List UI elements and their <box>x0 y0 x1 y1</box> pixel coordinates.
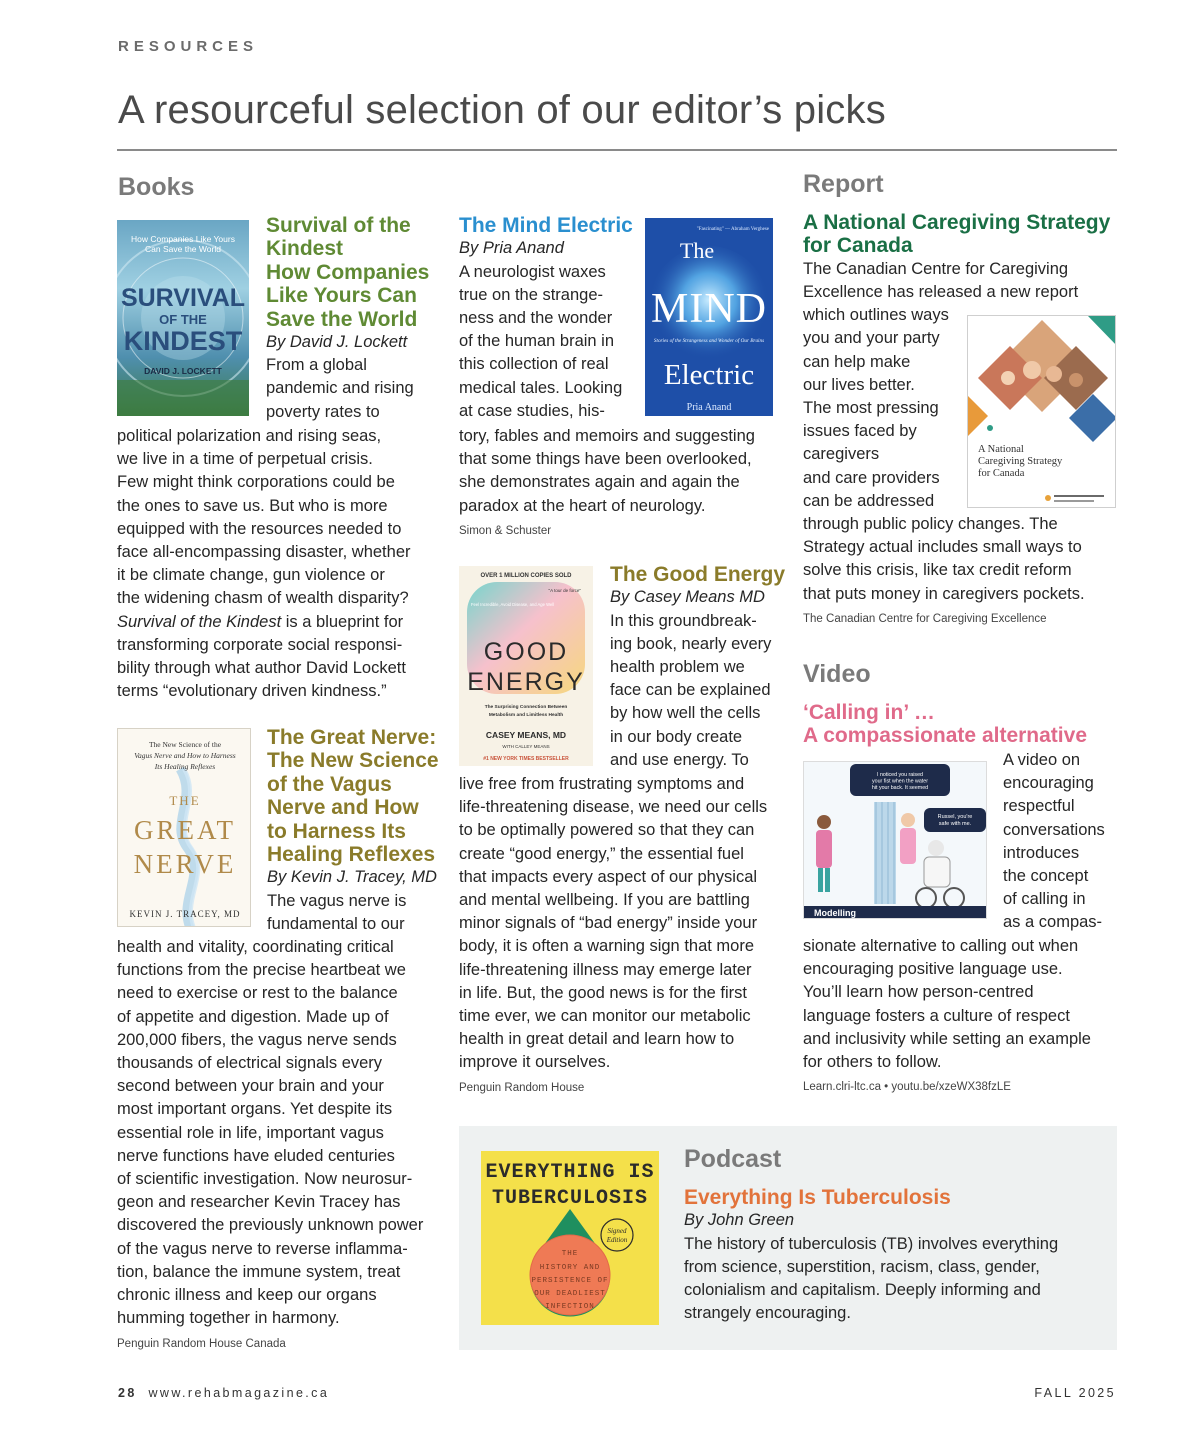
report-wrap-line: caregivers <box>803 445 880 464</box>
tb-cover-line-2: TUBERCULOSIS <box>491 1187 649 1210</box>
video-wrap-line: encouraging <box>1003 774 1094 793</box>
survival-wrap-line: pandemic and rising <box>266 379 414 398</box>
survival-body-line: face all-encompassing disaster, whether <box>117 543 411 562</box>
caregiving-cover-title-1: A National <box>978 444 1024 455</box>
good-energy-body <box>459 773 784 1094</box>
podcast-title: Everything Is Tuberculosis <box>684 1186 951 1209</box>
mind-electric-body-line: that some things have been overlooked, <box>459 450 752 469</box>
survival-author: By David J. Lockett <box>266 333 408 352</box>
mind-cover-tagline: Stories of the Strangeness and Wonder of Our Brains <box>653 338 765 344</box>
mind-electric-cover-art <box>645 218 773 416</box>
mind-cover-mind: MIND <box>651 286 767 332</box>
great-nerve-cover <box>117 728 251 927</box>
great-nerve-body-line: of appetite and digestion. Made up of <box>117 1007 389 1026</box>
great-nerve-publisher: Penguin Random House Canada <box>117 1338 286 1351</box>
mind-electric-wrap-line: of the human brain in <box>459 332 615 351</box>
caregiving-cover-art <box>968 316 1116 508</box>
great-nerve-title-line: The Great Nerve: <box>267 726 437 749</box>
video-body-line: You’ll learn how person-centred <box>803 983 1034 1002</box>
great-nerve-body <box>117 936 447 1350</box>
good-energy-body-line: live free from frustrating symptoms and <box>459 775 745 793</box>
video-wrap-line: of calling in <box>1003 890 1086 909</box>
mind-electric-body-line: tory, fables and memoirs and suggesting <box>459 427 755 445</box>
video-section-title: Video <box>803 660 871 688</box>
video-thumbnail[interactable] <box>803 761 987 919</box>
good-energy-body-line: body, it is often a warning sign that more <box>459 937 755 956</box>
good-energy-body-line: that impacts every aspect of our physical <box>459 867 758 886</box>
report-section-title: Report <box>803 170 884 198</box>
tb-cover-sub-5: INFECTION <box>545 1303 595 1311</box>
great-nerve-great: GREAT <box>134 815 236 845</box>
good-energy-left-blurb: Feel Incredible, Avoid Disease, and Age Well <box>471 602 555 607</box>
page-number: 28 <box>118 1386 137 1400</box>
good-energy-body-line: life-threatening disease, we need our cells <box>459 798 768 817</box>
great-nerve-body-line: chronic illness and keep our organs <box>117 1286 377 1305</box>
good-energy-energy: ENERGY <box>467 668 585 696</box>
good-energy-publisher: Penguin Random House <box>459 1081 585 1094</box>
great-nerve-body-line: 200,000 fibers, the vagus nerve sends <box>117 1030 397 1049</box>
video-wrap-line: introduces <box>1003 843 1080 862</box>
report-wrap-line: can help make <box>803 352 911 371</box>
great-nerve-cover-author: KEVIN J. TRACEY, MD <box>129 909 241 919</box>
footer-left <box>118 1386 329 1400</box>
good-energy-sub-1: The Surprising Connection Between <box>484 705 568 710</box>
mind-cover-the: The <box>679 238 715 263</box>
good-energy-wrap-line: health problem we <box>610 658 745 677</box>
good-energy-cover-author: CASEY MEANS, MD <box>485 730 567 740</box>
good-energy-cover-art <box>459 566 593 766</box>
great-nerve-author: By Kevin J. Tracey, MD <box>267 868 437 887</box>
survival-body-line: the ones to save us. But who is more <box>117 496 388 515</box>
video-bubble-2: Russel, you're safe with me. <box>937 814 973 827</box>
tb-cover-sub-4: OUR DEADLIEST <box>534 1290 606 1298</box>
survival-title-line: Like Yours Can <box>266 284 417 308</box>
mind-electric-body <box>459 425 779 537</box>
survival-wrap-line: From a global <box>266 356 367 375</box>
caregiving-strategy-cover <box>967 315 1116 508</box>
video-body-line: language fosters a culture of respect <box>803 1006 1070 1025</box>
mind-electric-body-line: she demonstrates again and again the <box>459 473 740 492</box>
video-body-line: encouraging positive language use. <box>803 960 1063 979</box>
caregiving-cover-title-2: Caregiving Strategy <box>978 456 1063 467</box>
report-title-line: A National Caregiving Strategy <box>803 211 1111 234</box>
good-energy-wrap-line: face can be explained <box>610 681 771 700</box>
survival-body <box>117 425 447 703</box>
mind-electric-wrap-line: A neurologist waxes <box>459 262 606 281</box>
survival-italic-rest: is a blueprint for <box>281 612 404 631</box>
great-nerve-wrap-line: fundamental to our <box>267 914 405 933</box>
podcast-body-line: from science, superstition, racism, class, gender, <box>684 1257 1040 1276</box>
tb-cover-line-1: EVERYTHING IS <box>485 1161 655 1184</box>
page-headline: A resourceful selection of our editor’s picks <box>118 88 886 132</box>
mind-electric-wrap-line: this collection of real <box>459 355 609 374</box>
great-nerve-nerve: NERVE <box>133 849 237 879</box>
footer-website[interactable]: www.rehabmagazine.ca <box>148 1386 330 1400</box>
great-nerve-title-block <box>267 726 447 936</box>
report-wrap-line: can be addressed <box>803 491 935 510</box>
survival-body-line: Few might think corporations could be <box>117 473 395 492</box>
good-energy-bottom: #1 NEW YORK TIMES BESTSELLER <box>483 756 569 762</box>
good-energy-body-line: create “good energy,” the essential fuel <box>459 844 744 863</box>
report-wrap-line: The most pressing <box>803 399 939 418</box>
great-nerve-body-line: second between your brain and your <box>117 1077 384 1096</box>
great-nerve-body-line: health and vitality, coordinating critical <box>117 938 394 956</box>
good-energy-body-line: in life. But, the good news is for the first <box>459 983 747 1002</box>
survival-cover-title-2: OF THE <box>159 312 207 327</box>
podcast-section-title: Podcast <box>684 1145 782 1173</box>
section-kicker: RESOURCES <box>118 38 259 55</box>
report-body-line: that puts money in caregivers pockets. <box>803 584 1085 603</box>
survival-cover-art <box>117 220 249 416</box>
podcast-author: By John Green <box>684 1211 795 1230</box>
great-nerve-body-line: essential role in life, important vagus <box>117 1123 384 1142</box>
great-nerve-wrap-line: The vagus nerve is <box>267 891 407 910</box>
report-wrap-line: which outlines ways <box>803 306 949 325</box>
video-wrap-line: the concept <box>1003 867 1089 886</box>
good-energy-wrap-line: by how well the cells <box>610 704 761 723</box>
video-wrap-line: as a compas- <box>1003 913 1103 932</box>
podcast-body-line: The history of tuberculosis (TB) involves everything <box>684 1234 1059 1253</box>
survival-wrap-line: poverty rates to <box>266 402 380 421</box>
great-nerve-body-line: humming together in harmony. <box>117 1309 340 1328</box>
good-energy-body-line: minor signals of “bad energy” inside your <box>459 914 758 933</box>
great-nerve-title-line: The New Science <box>267 749 439 773</box>
good-energy-wrap-line: ing book, nearly every <box>610 634 772 653</box>
good-energy-body-line: and mental wellbeing. If you are battling <box>459 891 750 910</box>
great-nerve-the: THE <box>169 793 201 808</box>
mind-electric-wrap-line: at case studies, his- <box>459 401 605 420</box>
footer-issue: FALL 2025 <box>1034 1386 1116 1400</box>
mind-electric-wrap-line: ness and the wonder <box>459 309 613 328</box>
survival-cover-author: DAVID J. LOCKETT <box>144 366 222 376</box>
tuberculosis-cover-art <box>481 1151 659 1325</box>
video-bubble-1: I noticed you raised your fist when the water hit your back. It seemed <box>871 772 929 791</box>
great-nerve-sub-3: Its Healing Reflexes <box>154 762 216 771</box>
survival-cover-title-1: SURVIVAL <box>120 284 246 312</box>
video-body <box>803 935 1123 1093</box>
report-full-line: Excellence has released a new report <box>803 283 1079 302</box>
mind-electric-author: By Pria Anand <box>459 239 564 258</box>
mind-electric-wrap-line: true on the strange- <box>459 285 604 304</box>
survival-body-line: terms “evolutionary driven kindness.” <box>117 682 387 701</box>
great-nerve-body-line: thousands of electrical signals every <box>117 1054 383 1073</box>
tb-cover-sub-3: PERSISTENCE OF <box>531 1277 609 1285</box>
great-nerve-body-line: nerve functions have eluded centuries <box>117 1146 395 1165</box>
video-thumb-label: Modelling <box>814 908 856 918</box>
header-rule <box>117 149 1117 151</box>
good-energy-good: GOOD <box>483 638 569 666</box>
mind-cover-electric: Electric <box>663 359 755 391</box>
good-energy-wrap-line: in our body create <box>610 727 743 746</box>
great-nerve-title-line: Nerve and How <box>267 796 419 820</box>
video-body-line: sionate alternative to calling out when <box>803 937 1079 955</box>
great-nerve-body-line: of the vagus nerve to reverse inflamma- <box>117 1239 408 1258</box>
survival-title-block <box>266 214 446 424</box>
podcast-body-line: strangely encouraging. <box>684 1304 851 1323</box>
mind-electric-block <box>459 214 639 423</box>
great-nerve-body-line: geon and researcher Kevin Tracey has <box>117 1193 401 1212</box>
survival-body-line: we live in a time of perpetual crisis. <box>117 450 373 469</box>
video-wrap-line: respectful <box>1003 797 1075 816</box>
survival-title-line: Save the World <box>266 307 418 331</box>
report-full-line: The Canadian Centre for Caregiving <box>803 259 1069 278</box>
great-nerve-body-line: tion, balance the immune system, treat <box>117 1262 401 1281</box>
survival-cover-top-1: How Companies Like Yours <box>131 234 235 244</box>
video-body-line: for others to follow. <box>803 1053 942 1072</box>
great-nerve-body-line: functions from the precise heartbeat we <box>117 961 406 980</box>
tb-cover-sub-2: HISTORY AND <box>539 1264 601 1272</box>
good-energy-body-line: life-threatening illness may emerge later <box>459 960 752 979</box>
great-nerve-body-line: of scientific investigation. Now neurosur- <box>117 1170 413 1189</box>
mind-electric-wrap-line: medical tales. Looking <box>459 378 623 397</box>
good-energy-body-line: time ever, we can monitor our metabolic <box>459 1007 751 1026</box>
survival-title-line: Survival of the <box>266 214 411 237</box>
good-energy-author: By Casey Means MD <box>610 588 765 607</box>
books-section-title: Books <box>118 173 195 201</box>
survival-italic-line <box>117 611 447 634</box>
report-body-line: through public policy changes. The <box>803 515 1058 534</box>
video-wrap-line: A video on <box>1003 751 1081 769</box>
good-energy-body-line: improve it ourselves. <box>459 1053 611 1072</box>
video-links[interactable]: Learn.clri-ltc.ca • youtu.be/xzeWX38fzLE <box>803 1081 1011 1094</box>
survival-kindest-cover <box>117 220 249 416</box>
mind-electric-cover <box>645 218 773 416</box>
survival-cover-title-3: KINDEST <box>123 326 243 356</box>
good-energy-cover <box>459 566 593 766</box>
survival-body-line: the widening chasm of wealth disparity? <box>117 589 409 608</box>
survival-body-line: transforming corporate social responsi- <box>117 635 403 654</box>
survival-body-line: bility through what author David Lockett <box>117 659 406 678</box>
great-nerve-body-line: most important organs. Yet despite its <box>117 1100 393 1119</box>
report-wrap-line: you and your party <box>803 329 940 348</box>
great-nerve-title-line: to Harness Its <box>267 819 406 843</box>
good-energy-body-line: to be optimally powered so that they can <box>459 821 755 840</box>
video-title-block <box>803 701 1123 748</box>
report-wrap-line: our lives better. <box>803 375 915 394</box>
survival-cover-top-2: Can Save the World <box>145 244 221 254</box>
good-energy-title-block <box>610 563 785 772</box>
report-title-line: for Canada <box>803 234 913 258</box>
great-nerve-title-line: Healing Reflexes <box>267 843 436 867</box>
report-publisher: The Canadian Centre for Caregiving Excellence <box>803 612 1047 625</box>
caregiving-cover-title-3: for Canada <box>978 468 1025 479</box>
tb-cover-badge-1: Signed <box>607 1227 627 1235</box>
tb-cover-sub-1: THE <box>561 1250 579 1258</box>
video-wrap-block <box>1003 749 1118 935</box>
good-energy-coauthor: WITH CALLEY MEANS <box>502 744 550 749</box>
great-nerve-sub-2: Vagus Nerve and How to Harness <box>134 751 236 760</box>
video-title-line: A compassionate alternative <box>803 724 1087 748</box>
survival-italic-title: Survival of the Kindest <box>117 612 282 631</box>
good-energy-wrap-line: In this groundbreak- <box>610 611 757 630</box>
video-title-line: ‘Calling in’ … <box>803 701 935 724</box>
good-energy-title: The Good Energy <box>610 563 786 586</box>
mind-electric-title: The Mind Electric <box>459 214 633 237</box>
report-body-line: Strategy actual includes small ways to <box>803 538 1082 557</box>
tuberculosis-cover <box>481 1151 659 1325</box>
mind-cover-blurb: "Fascinating" — Abraham Verghese <box>696 227 769 232</box>
mind-electric-publisher: Simon & Schuster <box>459 524 552 537</box>
survival-body-line: political polarization and rising seas, <box>117 427 382 445</box>
good-energy-top: OVER 1 MILLION COPIES SOLD <box>480 573 572 579</box>
good-energy-wrap-line: and use energy. To <box>610 750 749 769</box>
podcast-body-line: colonialism and capitalism. Deeply informing and <box>684 1281 1041 1300</box>
video-body-line: and inclusivity while setting an example <box>803 1029 1091 1048</box>
report-body-line: solve this crisis, like tax credit reform <box>803 561 1072 580</box>
podcast-text-block <box>684 1145 1104 1325</box>
mind-electric-body-line: paradox at the heart of neurology. <box>459 496 706 515</box>
mind-cover-author: Pria Anand <box>686 402 732 413</box>
tb-cover-badge-2: Edition <box>606 1236 628 1244</box>
great-nerve-title-line: of the Vagus <box>267 772 392 796</box>
great-nerve-cover-art <box>118 729 251 927</box>
report-wrap-line: and care providers <box>803 468 940 487</box>
survival-title-line: How Companies <box>266 260 430 284</box>
great-nerve-body-line: need to exercise or rest to the balance <box>117 984 398 1003</box>
survival-title-line: Kindest <box>266 237 344 261</box>
survival-body-line: equipped with the resources needed to <box>117 519 402 538</box>
great-nerve-sub-1: The New Science of the <box>148 740 222 749</box>
report-wrap-line: issues faced by <box>803 422 917 441</box>
video-wrap-line: conversations <box>1003 820 1105 839</box>
good-energy-right-blurb: "A tour de force" <box>548 588 581 593</box>
great-nerve-body-line: discovered the previously unknown power <box>117 1216 424 1235</box>
survival-body-line: it be climate change, gun violence or <box>117 566 385 585</box>
video-thumbnail-art <box>804 762 987 919</box>
good-energy-body-line: health in great detail and learn how to <box>459 1030 735 1049</box>
good-energy-sub-2: Metabolism and Limitless Health <box>488 713 564 718</box>
